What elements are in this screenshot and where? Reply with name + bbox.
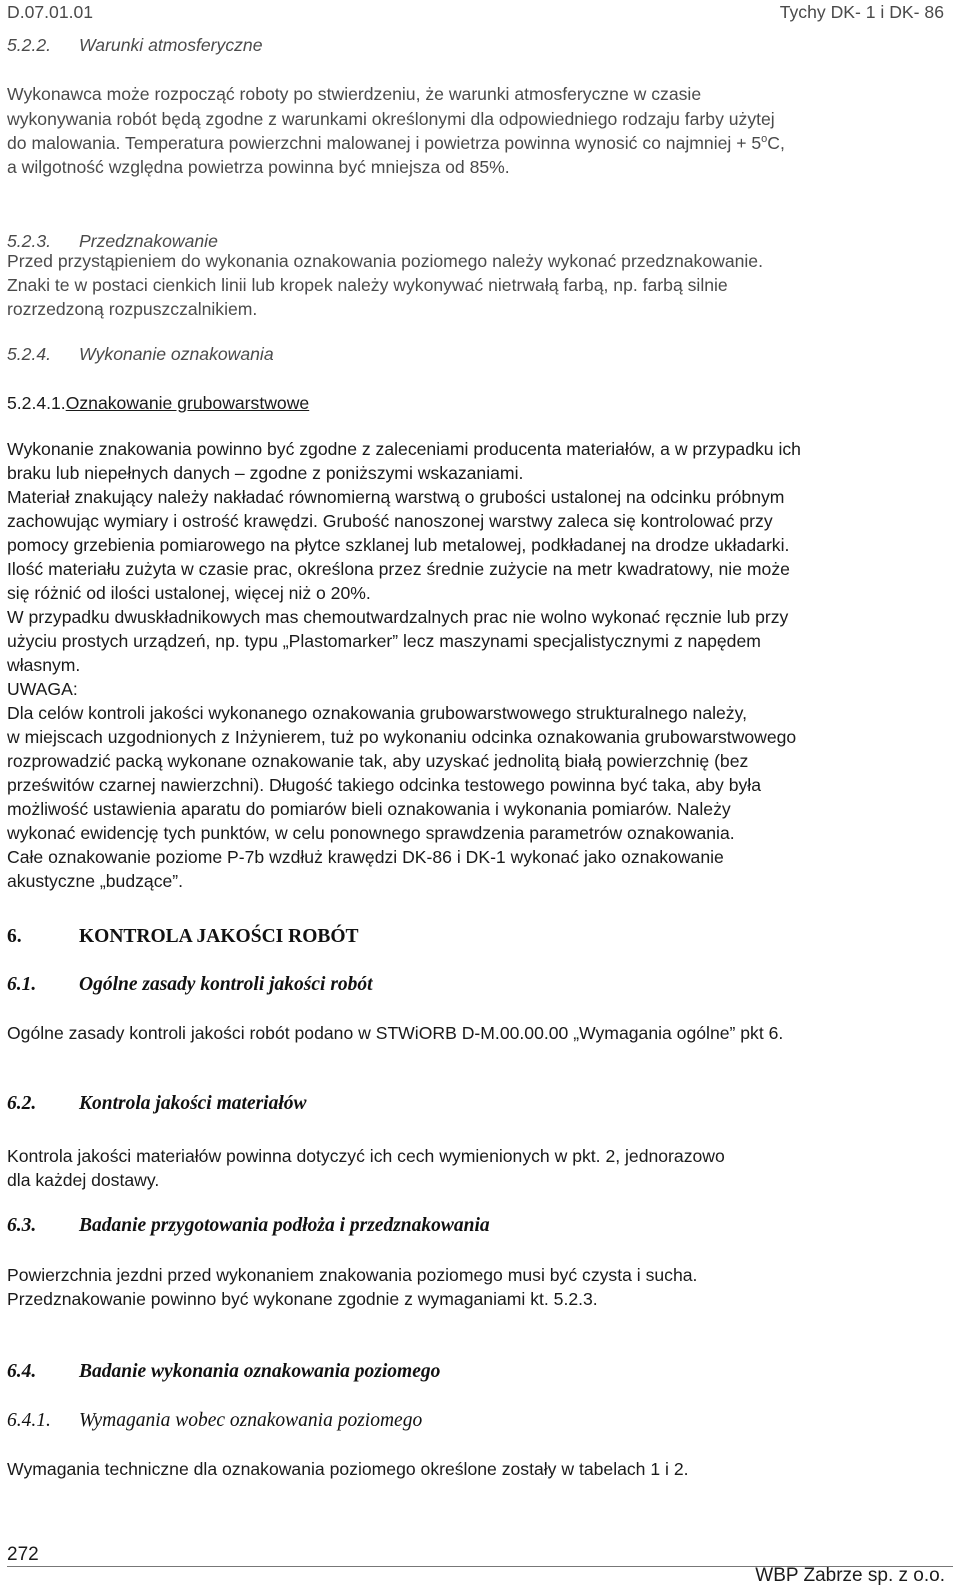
chapter-heading-6 (7, 925, 359, 950)
section-heading-6-3 (7, 1214, 490, 1239)
paragraph-line: wykonywania robót będą zgodne z warunkami określonymi dla odpowiedniego rodzaju farby użytej (7, 109, 775, 129)
section-number: 6.2. (7, 1093, 37, 1114)
section-heading-5-2-4-1 (7, 391, 309, 416)
paragraph-line: Całe oznakowanie poziome P-7b wzdłuż krawędzi DK-86 i DK-1 wykonać jako oznakowanie (7, 847, 724, 867)
section-number: 6.4. (7, 1361, 37, 1382)
paragraph-line: rozprowadzić packą wykonane oznakowanie tak, aby uzyskać jednolitą białą powierzchnię (bez (7, 751, 749, 771)
paragraph-line: własnym. (7, 655, 81, 675)
section-number: 6. (7, 926, 22, 947)
text-segment: C, (767, 133, 785, 153)
header-location: Tychy DK- 1 i DK- 86 (779, 2, 944, 22)
footer-company: WBP Zabrze sp. z o.o. (755, 1565, 945, 1586)
section-number: 5.2.3. (7, 231, 52, 251)
section-title: Przedznakowanie (79, 231, 218, 251)
section-heading-6-1 (7, 973, 373, 998)
section-title: Oznakowanie grubowarstwowe (65, 393, 310, 413)
degree-superscript: o (761, 133, 768, 146)
paragraph-line: zachowując wymiary i ostrość krawędzi. Grubość nanoszonej warstwy zaleca się kontrolować przy (7, 511, 773, 531)
paragraph-line: Materiał znakujący należy nakładać równomierną warstwą o grubości ustalonej na odcinku próbnym (7, 487, 785, 507)
paragraph-line: braku lub niepełnych danych – zgodne z poniższymi wskazaniami. (7, 463, 524, 483)
section-heading-6-2 (7, 1092, 307, 1117)
paragraph-line (7, 131, 785, 156)
paragraph-line: a wilgotność względna powietrza powinna być mniejsza od 85%. (7, 157, 510, 177)
section-title: Kontrola jakości materiałów (79, 1093, 307, 1114)
section-title: Warunki atmosferyczne (79, 35, 263, 55)
paragraph-line: w miejscach uzgodnionych z Inżynierem, tuż po wykonaniu odcinka oznakowania grubowarstwowego (7, 727, 797, 747)
section-title: Badanie wykonania oznakowania poziomego (79, 1361, 441, 1382)
section-title: KONTROLA JAKOŚCI ROBÓT (79, 926, 359, 947)
paragraph-line: UWAGA: (7, 679, 78, 699)
section-title: Badanie przygotowania podłoża i przedznakowania (79, 1215, 490, 1236)
section-title: Wykonanie oznakowania (79, 344, 274, 364)
paragraph-line: Wykonanie znakowania powinno być zgodne z zaleceniami producenta materiałów, a w przypadku ich (7, 439, 801, 459)
header-code: D.07.01.01 (7, 2, 94, 22)
section-number: 5.2.4. (7, 344, 52, 364)
section-heading-6-4-1 (7, 1409, 422, 1434)
paragraph-line: pomocy grzebienia pomiarowego na płytce szklanej lub metalowej, podkładanej na drodze układarki. (7, 535, 790, 555)
paragraph-line: się różnić od ilości ustalonej, więcej niż o 20%. (7, 583, 371, 603)
paragraph-line: Przedznakowanie powinno być wykonane zgodnie z wymaganiami kt. 5.2.3. (7, 1289, 598, 1309)
paragraph-line: Ogólne zasady kontroli jakości robót podano w STWiORB D-M.00.00.00 „Wymagania ogólne” pkt 6. (7, 1023, 784, 1043)
paragraph-line: Przed przystąpieniem do wykonania oznakowania poziomego należy wykonać przedznakowanie. (7, 251, 763, 271)
section-number: 6.3. (7, 1215, 37, 1236)
section-heading-5-2-4 (7, 342, 274, 367)
paragraph-line: użyciu prostych urządzeń, np. typu „Plastomarker” lecz maszynami specjalistycznymi z napędem (7, 631, 761, 651)
paragraph-line: rozrzedzoną rozpuszczalnikiem. (7, 299, 258, 319)
paragraph-line: W przypadku dwuskładnikowych mas chemoutwardzalnych prac nie wolno wykonać ręcznie lub przy (7, 607, 789, 627)
footer-page-number: 272 (7, 1544, 39, 1565)
paragraph-line: możliwość ustawienia aparatu do pomiarów bieli oznakowania i wykonania pomiarów. Należy (7, 799, 731, 819)
paragraph-line: Znaki te w postaci cienkich linii lub kropek należy wykonywać nietrwałą farbą, np. farbą silnie (7, 275, 728, 295)
paragraph-line: dla każdej dostawy. (7, 1170, 160, 1190)
section-title: Wymagania wobec oznakowania poziomego (79, 1410, 423, 1431)
section-number: 6.1. (7, 974, 37, 995)
section-number: 5.2.2. (7, 35, 52, 55)
paragraph-line: Wymagania techniczne dla oznakowania poziomego określone zostały w tabelach 1 i 2. (7, 1459, 689, 1479)
paragraph-line: prześwitów czarnej nawierzchni). Długość takiego odcinka testowego powinna być taka, aby była (7, 775, 761, 795)
section-number: 6.4.1. (7, 1410, 51, 1431)
paragraph-line: Dla celów kontroli jakości wykonanego oznakowania grubowarstwowego strukturalnego należy, (7, 703, 747, 723)
paragraph-line: Wykonawca może rozpocząć roboty po stwierdzeniu, że warunki atmosferyczne w czasie (7, 84, 702, 104)
paragraph-line: wykonać ewidencję tych punktów, w celu ponownego sprawdzenia parametrów oznakowania. (7, 823, 735, 843)
paragraph-line: akustyczne „budzące”. (7, 871, 184, 891)
paragraph-line: Ilość materiału zużyta w czasie prac, określona przez średnie zużycie na metr kwadratowy, nie może (7, 559, 790, 579)
section-heading-6-4 (7, 1360, 440, 1385)
paragraph-line: Kontrola jakości materiałów powinna dotyczyć ich cech wymienionych w pkt. 2, jednorazowo (7, 1146, 725, 1166)
section-number: 5.2.4.1. (7, 393, 66, 413)
paragraph-line: Powierzchnia jezdni przed wykonaniem znakowania poziomego musi być czysta i sucha. (7, 1265, 698, 1285)
text-segment: do malowania. Temperatura powierzchni malowanej i powietrza powinna wynosić co najmniej + 5 (7, 133, 762, 153)
section-heading-5-2-2 (7, 33, 263, 58)
section-title: Ogólne zasady kontroli jakości robót (79, 974, 373, 995)
